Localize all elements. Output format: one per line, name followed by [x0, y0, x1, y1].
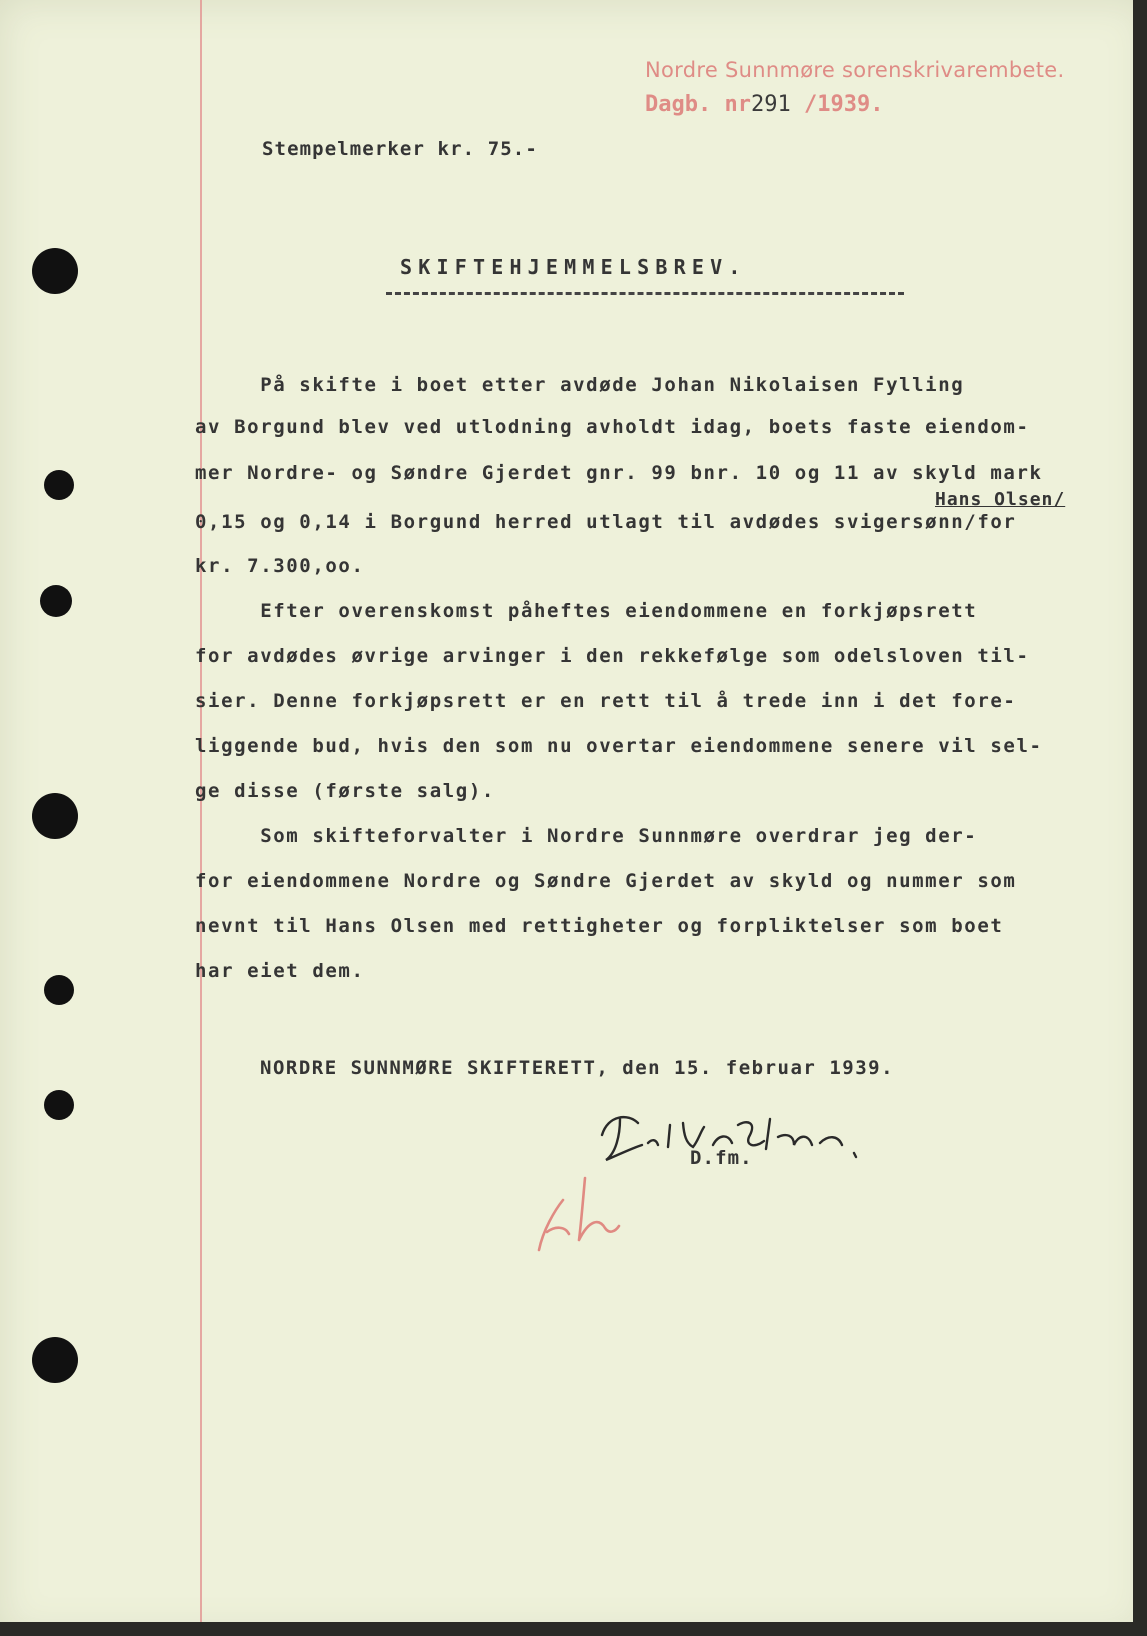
stamp-fee-line: Stempelmerker kr. 75.-: [262, 138, 538, 160]
red-margin-line: [200, 0, 202, 1636]
signature-title: D.fm.: [690, 1147, 753, 1169]
punch-hole-1: [32, 248, 78, 294]
journal-number: 291: [750, 92, 791, 117]
title-underline: [386, 292, 904, 295]
punch-hole-2: [44, 470, 74, 500]
journal-number-stamp: [645, 92, 883, 117]
closing-line: NORDRE SUNNMØRE SKIFTERETT, den 15. februar 1939.: [260, 1057, 895, 1079]
body-line-11: Som skifteforvalter i Nordre Sunnmøre overdrar jeg der-: [195, 825, 978, 847]
body-line-5: kr. 7.300,oo.: [195, 555, 365, 577]
punch-hole-7: [32, 1337, 78, 1383]
scan-edge-right: [1133, 0, 1147, 1636]
body-line-2: av Borgund blev ved utlodning avholdt idag, boets faste eiendom-: [195, 416, 1030, 438]
punch-hole-4: [32, 793, 78, 839]
punch-hole-3: [40, 585, 72, 617]
red-pencil-initials: [535, 1170, 625, 1260]
body-line-10: ge disse (første salg).: [195, 780, 495, 802]
body-line-4: 0,15 og 0,14 i Borgund herred utlagt til avdødes svigersønn/for: [195, 511, 1017, 533]
body-line-3: mer Nordre- og Søndre Gjerdet gnr. 99 bnr. 10 og 11 av skyld mark: [195, 462, 1043, 484]
body-line-1: På skifte i boet etter avdøde Johan Nikolaisen Fylling: [195, 374, 965, 396]
document-title: SKIFTEHJEMMELSBREV.: [400, 255, 747, 279]
journal-year: /1939.: [790, 92, 884, 117]
punch-hole-5: [44, 975, 74, 1005]
body-line-8: sier. Denne forkjøpsrett er en rett til å trede inn i det fore-: [195, 690, 1017, 712]
body-line-12: for eiendommene Nordre og Søndre Gjerdet av skyld og nummer som: [195, 870, 1017, 892]
body-line-9: liggende bud, hvis den som nu overtar eiendommene senere vil sel-: [195, 735, 1043, 757]
scan-edge-bottom: [0, 1622, 1147, 1636]
office-stamp: Nordre Sunnmøre sorenskrivarembete.: [645, 58, 1065, 82]
handwritten-insertion: Hans Olsen/: [935, 489, 1066, 510]
body-line-7: for avdødes øvrige arvinger i den rekkefølge som odelsloven til-: [195, 645, 1030, 667]
body-line-6: Efter overenskomst påheftes eiendommene en forkjøpsrett: [195, 600, 978, 622]
body-line-14: har eiet dem.: [195, 960, 365, 982]
body-line-13: nevnt til Hans Olsen med rettigheter og forpliktelser som boet: [195, 915, 1004, 937]
journal-prefix: Dagb. nr: [645, 92, 751, 117]
punch-hole-6: [44, 1090, 74, 1120]
